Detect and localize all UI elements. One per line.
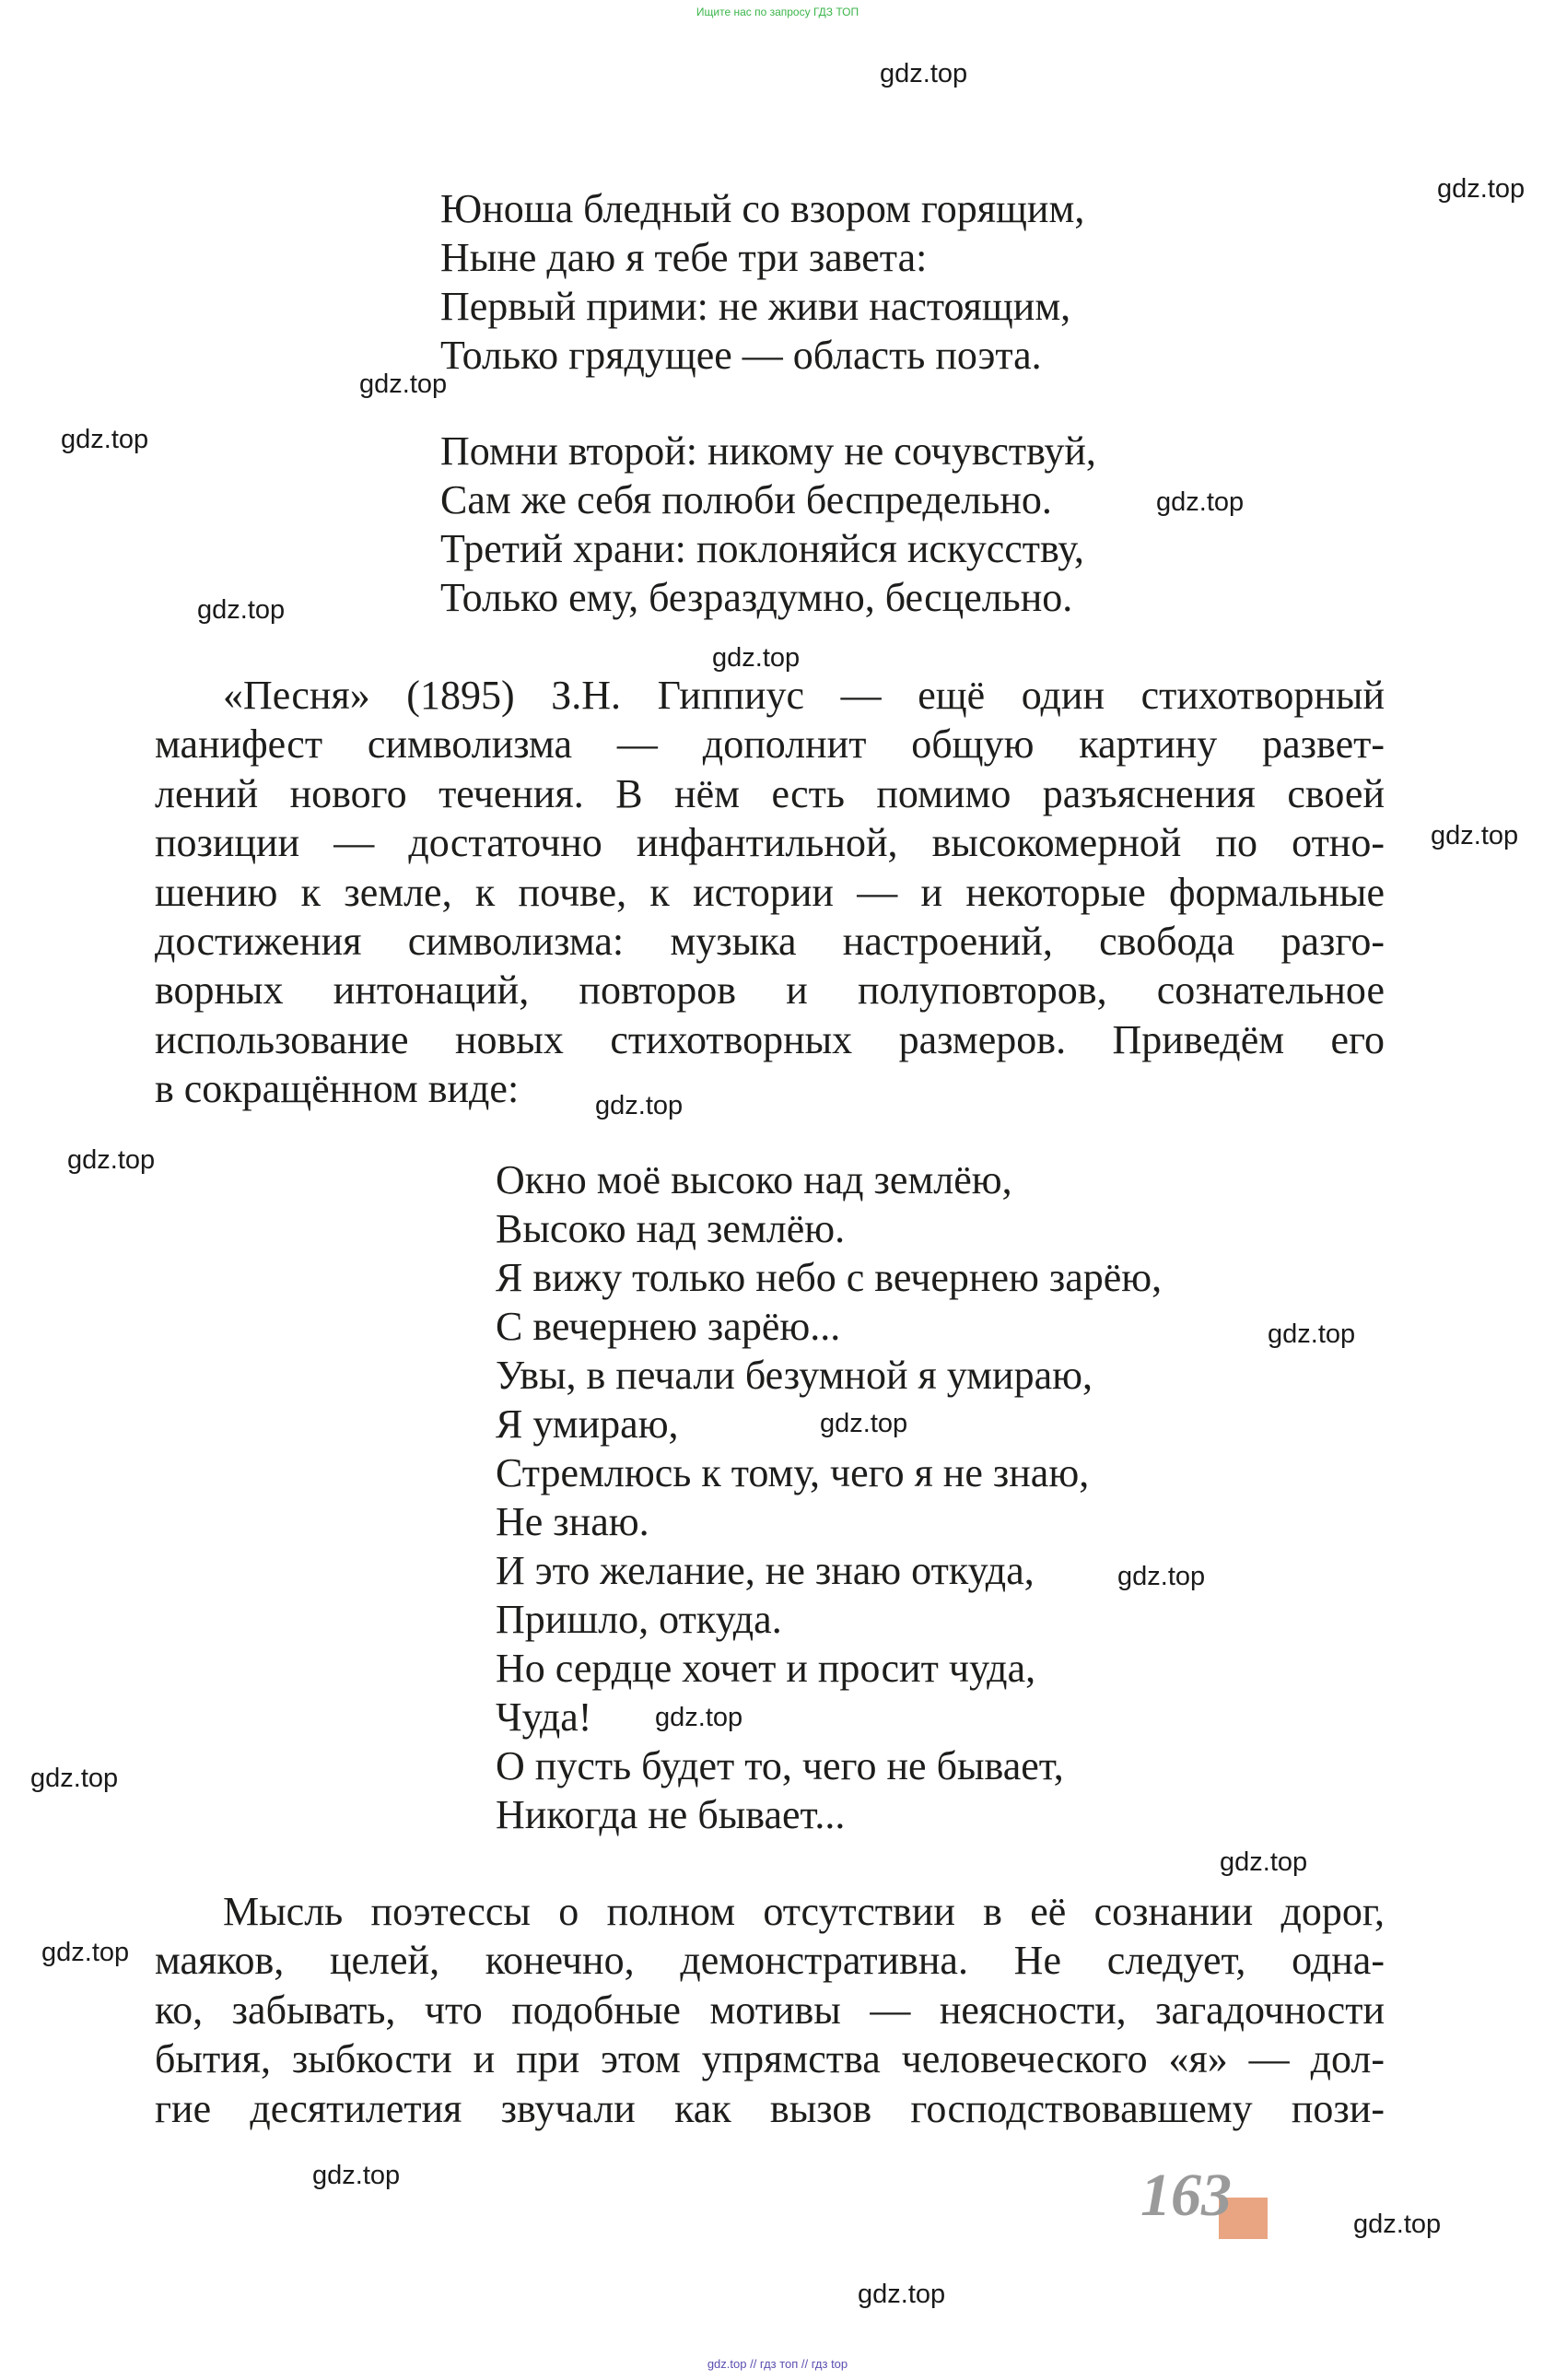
- poem1-stanza1: [440, 184, 1084, 380]
- verse-line: Юноша бледный со взором горящим,: [440, 186, 1085, 231]
- verse-line: Я умираю,: [496, 1401, 679, 1447]
- paragraph-line: Мысль поэтессы о полном отсутствии в её сознании дорог,: [223, 1889, 1385, 1934]
- verse-line: Но сердце хочет и просит чуда,: [496, 1646, 1036, 1691]
- verse-line: Я вижу только небо с вечернею зарёю,: [496, 1255, 1163, 1300]
- paragraph-line: лений нового течения. В нём есть помимо разъяснения своей: [155, 770, 1385, 816]
- paragraph-line: достижения символизма: музыка настроений, свобода разго-: [155, 919, 1385, 965]
- paragraph-line: шению к земле, к почве, к истории — и некоторые формальные: [155, 869, 1385, 915]
- poem1-stanza2: [440, 427, 1096, 622]
- paragraph-line: «Песня» (1895) З.Н. Гиппиус — ещё один стихотворный: [223, 673, 1385, 718]
- verse-line: Чуда!: [496, 1694, 592, 1740]
- paragraph-line: использование новых стихотворных размеров. Приведём его: [155, 1016, 1385, 1062]
- verse-line: Ныне даю я тебе три завета:: [440, 235, 928, 280]
- watermark: gdz.top: [1220, 1847, 1308, 1877]
- verse-line: С вечернею зарёю...: [496, 1304, 841, 1349]
- paragraph-line: в сокращённом виде:: [155, 1066, 520, 1112]
- paragraph-line: бытия, зыбкости и при этом упрямства человеческого «я» — дол-: [155, 2036, 1385, 2082]
- watermark: gdz.top: [1268, 1319, 1356, 1349]
- verse-line: Стремлюсь к тому, чего я не знаю,: [496, 1450, 1090, 1495]
- verse-line: Увы, в печали безумной я умираю,: [496, 1353, 1093, 1398]
- watermark: gdz.top: [1437, 174, 1526, 204]
- paragraph-1: [155, 671, 1385, 1114]
- paragraph-line: ворных интонаций, повторов и полуповторов, сознательное: [155, 967, 1385, 1014]
- paragraph-line: позиции — достаточно инфантильной, высокомерной по отно-: [155, 820, 1385, 866]
- verse-line: Сам же себя полюби беспредельно.: [440, 477, 1052, 522]
- watermark: gdz.top: [312, 2161, 401, 2190]
- verse-line: Только ему, безраздумно, бесцельно.: [440, 575, 1073, 620]
- verse-line: О пусть будет то, чего не бывает,: [496, 1743, 1064, 1788]
- watermark: gdz.top: [712, 643, 801, 673]
- paragraph-line: гие десятилетия звучали как вызов господствовавшему пози-: [155, 2085, 1385, 2131]
- watermark: gdz.top: [858, 2280, 946, 2309]
- verse-line: Только грядущее — область поэта.: [440, 333, 1042, 378]
- watermark: gdz.top: [1353, 2210, 1442, 2239]
- watermark: gdz.top: [820, 1409, 908, 1438]
- watermark: gdz.top: [655, 1703, 743, 1732]
- watermark: gdz.top: [595, 1091, 684, 1120]
- verse-line: Не знаю.: [496, 1499, 649, 1544]
- verse-line: Помни второй: никому не сочувствуй,: [440, 428, 1096, 474]
- watermark: gdz.top: [67, 1145, 156, 1175]
- verse-line: Никогда не бывает...: [496, 1792, 846, 1837]
- verse-line: И это желание, не знаю откуда,: [496, 1548, 1035, 1593]
- watermark: gdz.top: [880, 59, 968, 88]
- footer-banner: gdz.top // гдз топ // гдз top: [707, 2357, 848, 2371]
- paragraph-2: [155, 1887, 1385, 2133]
- watermark: gdz.top: [41, 1938, 130, 1967]
- watermark: gdz.top: [1431, 821, 1519, 850]
- verse-line: Третий храни: поклоняйся искусству,: [440, 526, 1084, 571]
- watermark: gdz.top: [197, 595, 286, 625]
- watermark: gdz.top: [30, 1764, 119, 1793]
- paragraph-line: ко, забывать, что подобные мотивы — неясности, загадочности: [155, 1987, 1385, 2033]
- poem2: [496, 1155, 1162, 1839]
- watermark: gdz.top: [61, 425, 149, 454]
- verse-line: Первый прими: не живи настоящим,: [440, 284, 1071, 329]
- watermark: gdz.top: [1117, 1562, 1206, 1591]
- watermark: gdz.top: [359, 369, 448, 399]
- verse-line: Пришло, откуда.: [496, 1597, 782, 1642]
- page-number: 163: [1140, 2162, 1232, 2229]
- header-banner: Ищите нас по запросу ГДЗ ТОП: [696, 6, 859, 18]
- paragraph-line: маяков, целей, конечно, демонстративна. Не следует, одна-: [155, 1938, 1385, 1984]
- verse-line: Окно моё высоко над землёю,: [496, 1157, 1012, 1202]
- verse-line: Высоко над землёю.: [496, 1206, 846, 1251]
- paragraph-line: манифест символизма — дополнит общую картину развет-: [155, 721, 1385, 768]
- watermark: gdz.top: [1156, 487, 1245, 517]
